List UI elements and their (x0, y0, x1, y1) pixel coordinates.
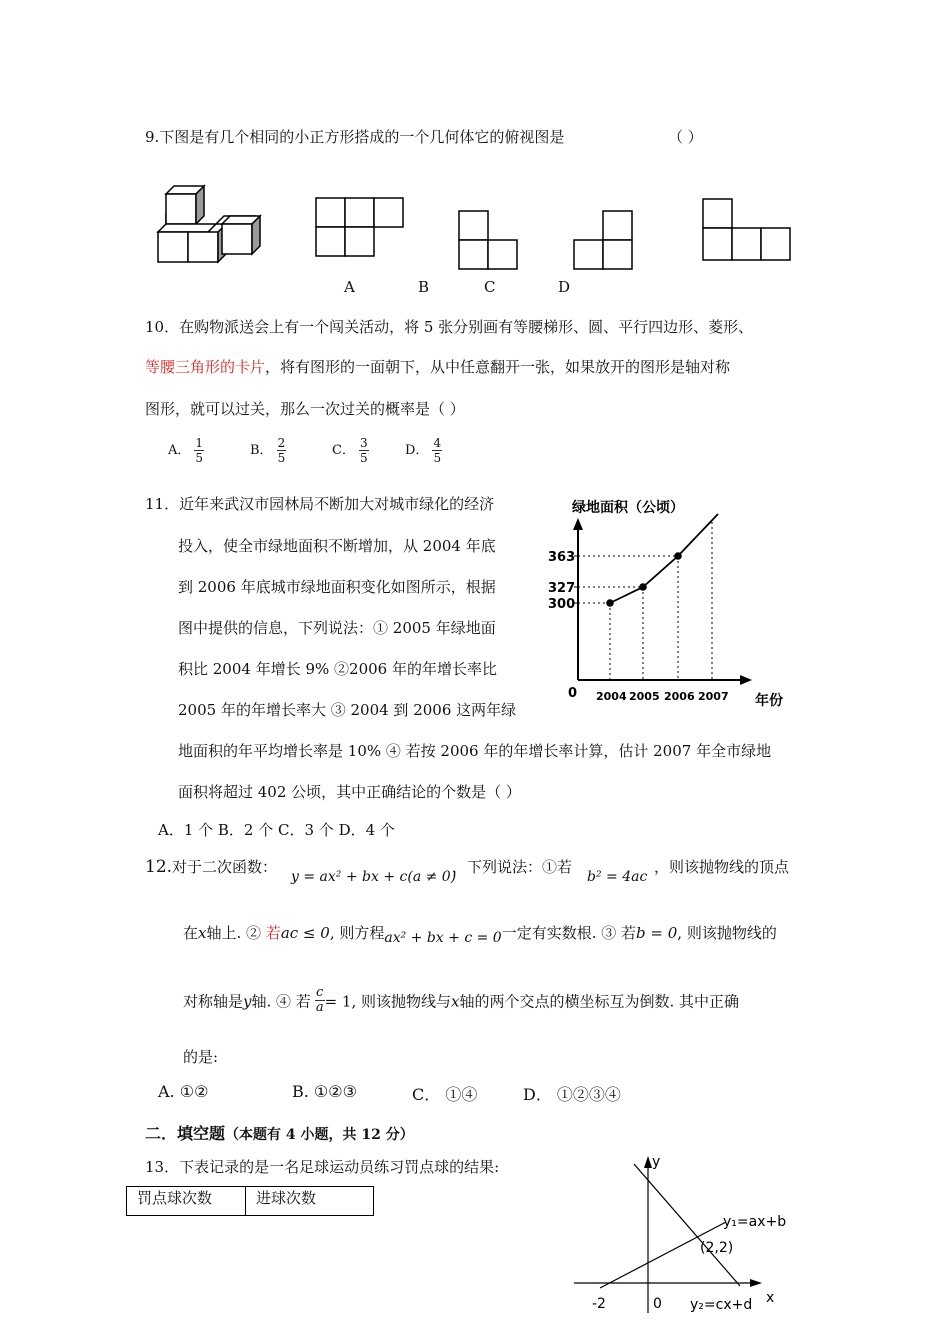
option-a-figure (316, 198, 403, 256)
option-d-label: D (558, 278, 571, 296)
graph-neg2-label: -2 (592, 1296, 606, 1312)
q10-line3: 图形，就可以过关，那么一次过关的概率是（ ） (145, 400, 465, 418)
chart-y-tick-label: 327 (548, 581, 576, 596)
q10-option-a: A． $\frac{1}{5}$ (168, 436, 204, 465)
option-c-label: C (484, 278, 496, 296)
q10-option-c: C． $\frac{3}{5}$ (332, 436, 368, 465)
chart-y-tick-label: 363 (548, 550, 576, 565)
graph-zero-label: 0 (653, 1296, 662, 1312)
q9-text: 9.下图是有几个相同的小正方形搭成的一个几何体它的俯视图是 (145, 128, 565, 146)
q12-option-a: A. ①② (158, 1082, 209, 1101)
chart-x-tick-label: 2006 (664, 690, 695, 703)
option-b-figure (459, 211, 517, 269)
q10-line1: 10．在购物派送会上有一个闯关活动，将 5 张分别画有等腰梯形、圆、平行四边形、菱形、 (145, 318, 754, 336)
chart-x-tick-label: 2004 (596, 690, 627, 703)
option-d-figure (703, 199, 790, 260)
q11-line: 到 2006 年底城市绿地面积变化如图所示，根据 (178, 578, 496, 596)
table-row (127, 1187, 374, 1216)
q10-line2 (145, 356, 730, 377)
q11-line: 面积将超过 402 公顷，其中正确结论的个数是（ ） (178, 783, 521, 801)
chart-point (639, 583, 647, 591)
table-header-cell: 进球次数 (246, 1187, 374, 1216)
q12-line2: 在x轴上. ② 若ac ≤ 0, 则方程ax² + bx + c = 0一定有实数根. ③ 若b = 0, 则该抛物线的 (183, 924, 777, 946)
graph-line1-label: y₁=ax+b (723, 1214, 787, 1230)
q12-option-b: B. ①②③ (292, 1082, 357, 1101)
q10-highlight: 等腰三角形的卡片 (145, 358, 266, 376)
q12-line1: 12.对于二次函数： (145, 857, 278, 877)
q11-line: 投入，使全市绿地面积不断增加，从 2004 年底 (178, 537, 496, 555)
q12-line4: 的是: (183, 1048, 219, 1066)
option-a-label: A (344, 278, 355, 296)
chart-x-arrow (740, 675, 752, 685)
q12-option-c: C． ①④ (412, 1085, 478, 1104)
chart-x-tick-label: 2007 (698, 690, 729, 703)
graph-x-arrow (750, 1279, 762, 1287)
chart-y-arrow (573, 518, 583, 530)
linear-graph (560, 1148, 800, 1318)
q10-option-d: D． $\frac{4}{5}$ (405, 436, 442, 465)
option-b-label: B (418, 278, 430, 296)
chart-title: 绿地面积（公顷） (572, 500, 684, 516)
q10-option-b: B． $\frac{2}{5}$ (250, 436, 286, 465)
chart-x-tick-label: 2005 (629, 690, 660, 703)
chart-point (606, 599, 614, 607)
graph-point-label: (2,2) (700, 1240, 734, 1256)
q12-condition1: b² = 4ac (587, 869, 648, 885)
table-header-cell: 罚点球次数 (127, 1187, 246, 1216)
graph-line2-label: y₂=cx+d (690, 1297, 753, 1313)
q12-option-d: D． ①②③④ (523, 1085, 621, 1104)
section-2-heading: 二．填空题（本题有 4 小题，共 12 分） (145, 1124, 414, 1143)
q9-figures (150, 180, 810, 280)
chart-x-label: 年份 (755, 693, 783, 709)
chart-series-line (610, 514, 718, 603)
q11-line: 积比 2004 年增长 9% ②2006 年的年增长率比 (178, 660, 497, 678)
graph-y-arrow (644, 1156, 652, 1168)
graph-y-label: y (652, 1154, 661, 1170)
q11-line: 地面积的年平均增长率是 10% ④ 若按 2006 年的年增长率计算，估计 2007 年全市绿地 (178, 742, 772, 760)
q11-line: 11．近年来武汉市园林局不断加大对城市绿化的经济 (145, 495, 495, 513)
chart-point (674, 552, 682, 560)
q9-solid-figure (158, 186, 260, 262)
graph-x-label: x (766, 1290, 775, 1306)
green-area-chart (540, 490, 810, 720)
q12-line1b: ，下列说法：①若 (452, 858, 573, 876)
q11-options: A．1 个 B．2 个 C．3 个 D．4 个 (158, 821, 395, 839)
q9-answer-paren: （ ） (668, 128, 703, 146)
q11-line: 图中提供的信息，下列说法：① 2005 年绿地面 (178, 619, 496, 637)
q12-line3: 对称轴是y轴. ④ 若 $\frac{c}{a}$ = 1, 则该抛物线与x轴的两个交点的横坐标互为倒数. 其中正确 (183, 985, 740, 1015)
q11-line: 2005 年的年增长率大 ③ 2004 到 2006 这两年绿 (178, 701, 517, 719)
chart-y-tick-label: 300 (548, 597, 576, 612)
q13-text: 13．下表记录的是一名足球运动员练习罚点球的结果: (145, 1158, 500, 1176)
q10-line2-rest: ，将有图形的一面朝下，从中任意翻开一张，如果放开的图形是轴对称 (265, 358, 731, 376)
q12-function: y = ax² + bx + c(a ≠ 0) (291, 869, 457, 885)
option-c-figure (574, 211, 632, 269)
q13-table (126, 1186, 374, 1216)
chart-origin: 0 (568, 686, 578, 701)
q12-line1c: ，则该抛物线的顶点 (654, 858, 790, 876)
